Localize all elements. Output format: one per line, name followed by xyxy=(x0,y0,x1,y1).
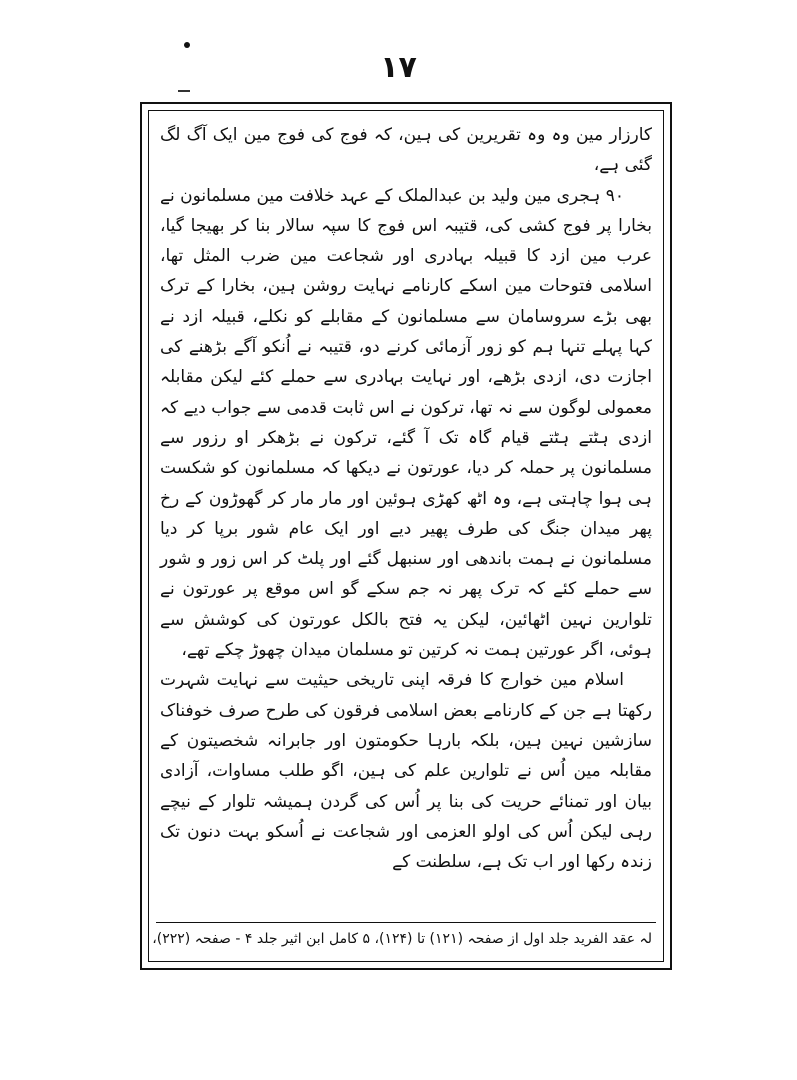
paragraph: اسلام مین خوارج کا فرقہ اپنی تاریخی حیثیت سے نہایت شہرت رکھتا ہے جن کے کارنامے بعض اسلامی فرقون کی طرح صرف خوفناک سازشین نہین ہین، بلکہ بارہا حکومتون اور جابرانہ شخصیتون کے مقابلہ مین اُس نے تلوارین علم کی ہین، اگو طلب مساوات، آزادی بیان اور تمنائے حریت کی بنا پر اُس کی گردن ہمیشہ تلوار کے نیچے رہی لیکن اُس کی اولو العزمی اور شجاعت نے اُسکو بہت دنون تک زندہ رکھا اور اب تک ہے، سلطنت کے xyxy=(160,670,652,873)
footnote-divider xyxy=(156,922,656,923)
body-text xyxy=(160,120,652,920)
page-number: ۱۷ xyxy=(380,50,417,85)
paragraph: ۹۰ ہجری مین ولید بن عبدالملک کے عہد خلافت مین مسلمانون نے بخارا پر فوج کشی کی، قتیبہ اس فوج کا سپہ سالار بنا کر بھیجا گیا، عرب مین ازد کا قبیلہ بہادری اور شجاعت مین ضرب المثل تھا، اسلامی فتوحات مین اسکے کارنامے نہایت روشن ہین، بخارا کے ترک بھی بڑے سروسامان سے مسلمانون کے مقابلے کو نکلے، قبیلہ ازد نے کہا پہلے تنہا ہم کو زور آزمائی کرنے دو، قتیبہ نے اُنکو آگے بڑھنے کی اجازت دی، ازدی بڑھے، اور نہایت بہادری سے حملے کئے لیکن مقابلہ معمولی لوگون سے نہ تھا، ترکون نے اس ثابت قدمی سے جواب دیے کہ ازدی ہٹتے ہٹتے قیام گاہ تک آ گئے، ترکون نے بڑھکر او رزور سے مسلمانون پر حملہ کر دیا، عورتون نے دیکھا کہ مسلمانون کو شکست ہی ہوا چاہتی ہے، وہ اٹھ کھڑی ہوئین اور مار مار کر گھوڑون کے رخ پھر میدان جنگ کی طرف پھیر دیے اور ایک عام شور برپا کر دیا مسلمانون نے ہمت باندھی اور سنبھل گئے اور پلٹ کر اس زور و شور سے حملے کئے کہ ترک پھر نہ جم سکے گو اس موقع پر عورتون نے تلوارین نہین اٹھائین، لیکن یہ فتح بالکل عورتون کی کوشش سے ہوئی، اگر عورتین ہمت نہ کرتین تو مسلمان میدان چھوڑ چکے تھے، xyxy=(160,185,652,661)
paragraph: کارزار مین وہ وہ تقریرین کی ہین، کہ فوج کی فوج مین ایک آگ لگ گئی ہے، xyxy=(160,125,652,176)
ink-dot xyxy=(184,42,190,48)
footnote: لہ عقد الفرید جلد اول از صفحہ (۱۲۱) تا (۱۲۴)، ۵ کامل ابن اثیر جلد ۴ - صفحہ (۲۲۲)، xyxy=(152,931,652,947)
ink-mark xyxy=(178,90,190,92)
